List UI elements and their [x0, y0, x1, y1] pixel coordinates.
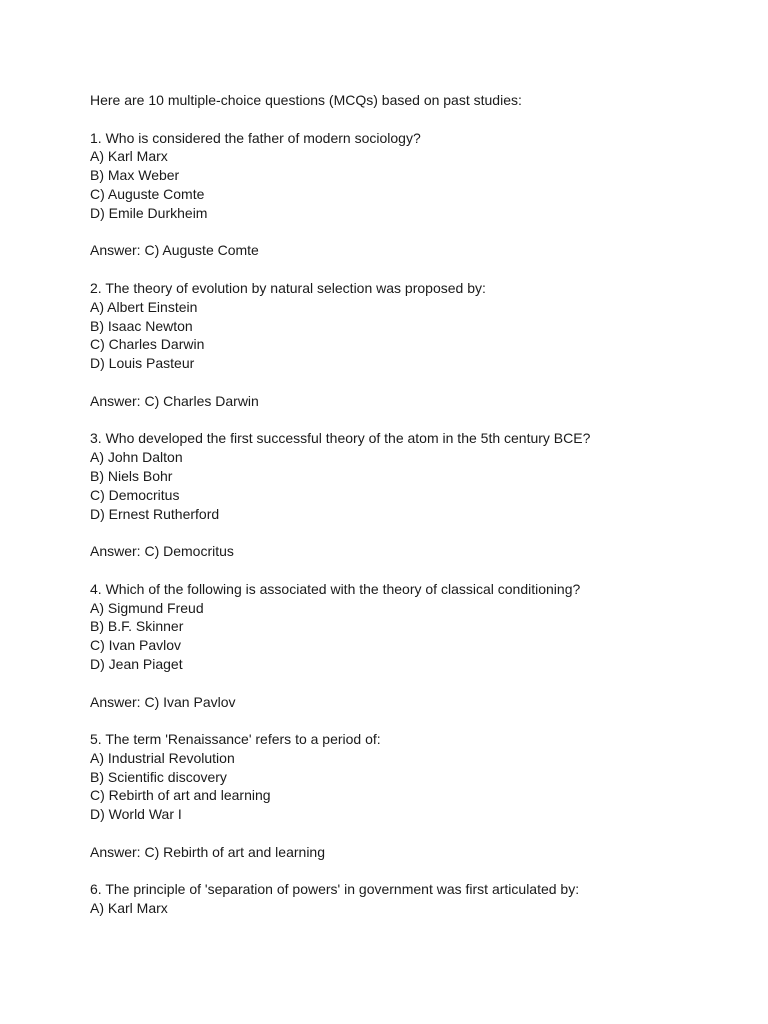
option-a: A) John Dalton [90, 449, 183, 466]
spacer [90, 411, 730, 430]
option-a: A) Sigmund Freud [90, 599, 204, 616]
question-block [90, 580, 730, 730]
option-b: B) B.F. Skinner [90, 618, 184, 635]
option-d: D) Jean Piaget [90, 655, 183, 672]
spacer [90, 260, 730, 279]
option-d: D) Emile Durkheim [90, 204, 208, 221]
spacer [90, 373, 730, 392]
spacer [90, 110, 730, 129]
document-body [90, 91, 730, 918]
question-text: 1. Who is considered the father of modern sociology? [90, 129, 421, 146]
option-c: C) Auguste Comte [90, 185, 205, 202]
option-a: A) Industrial Revolution [90, 749, 235, 766]
question-text: 5. The term 'Renaissance' refers to a period of: [90, 731, 381, 748]
option-d: D) Ernest Rutherford [90, 505, 220, 522]
option-a: A) Karl Marx [90, 148, 168, 165]
spacer [90, 711, 730, 730]
option-a: A) Albert Einstein [90, 298, 198, 315]
answer-text: Answer: C) Ivan Pavlov [90, 693, 236, 710]
spacer [90, 223, 730, 242]
option-c: C) Democritus [90, 486, 180, 503]
question-block [90, 279, 730, 429]
option-c: C) Ivan Pavlov [90, 637, 182, 654]
option-b: B) Scientific discovery [90, 768, 227, 785]
option-d: D) World War I [90, 806, 182, 823]
option-b: B) Max Weber [90, 167, 180, 184]
question-text: 2. The theory of evolution by natural selection was proposed by: [90, 279, 486, 296]
question-text: 6. The principle of 'separation of powers' in government was first articulated by: [90, 881, 580, 898]
option-c: C) Charles Darwin [90, 336, 205, 353]
question-text: 4. Which of the following is associated with the theory of classical conditioning? [90, 580, 581, 597]
spacer [90, 674, 730, 693]
spacer [90, 824, 730, 843]
question-block [90, 730, 730, 880]
option-a: A) Karl Marx [90, 900, 168, 917]
spacer [90, 523, 730, 542]
question-text: 3. Who developed the first successful theory of the atom in the 5th century BCE? [90, 430, 591, 447]
answer-text: Answer: C) Auguste Comte [90, 242, 259, 259]
answer-text: Answer: C) Democritus [90, 543, 234, 560]
option-b: B) Isaac Newton [90, 317, 193, 334]
option-d: D) Louis Pasteur [90, 355, 195, 372]
question-block [90, 429, 730, 579]
option-b: B) Niels Bohr [90, 467, 173, 484]
question-block [90, 880, 730, 918]
spacer [90, 561, 730, 580]
option-c: C) Rebirth of art and learning [90, 787, 271, 804]
spacer [90, 862, 730, 881]
question-block [90, 129, 730, 279]
answer-text: Answer: C) Charles Darwin [90, 392, 259, 409]
answer-text: Answer: C) Rebirth of art and learning [90, 843, 325, 860]
intro-text: Here are 10 multiple-choice questions (MCQs) based on past studies: [90, 92, 522, 108]
